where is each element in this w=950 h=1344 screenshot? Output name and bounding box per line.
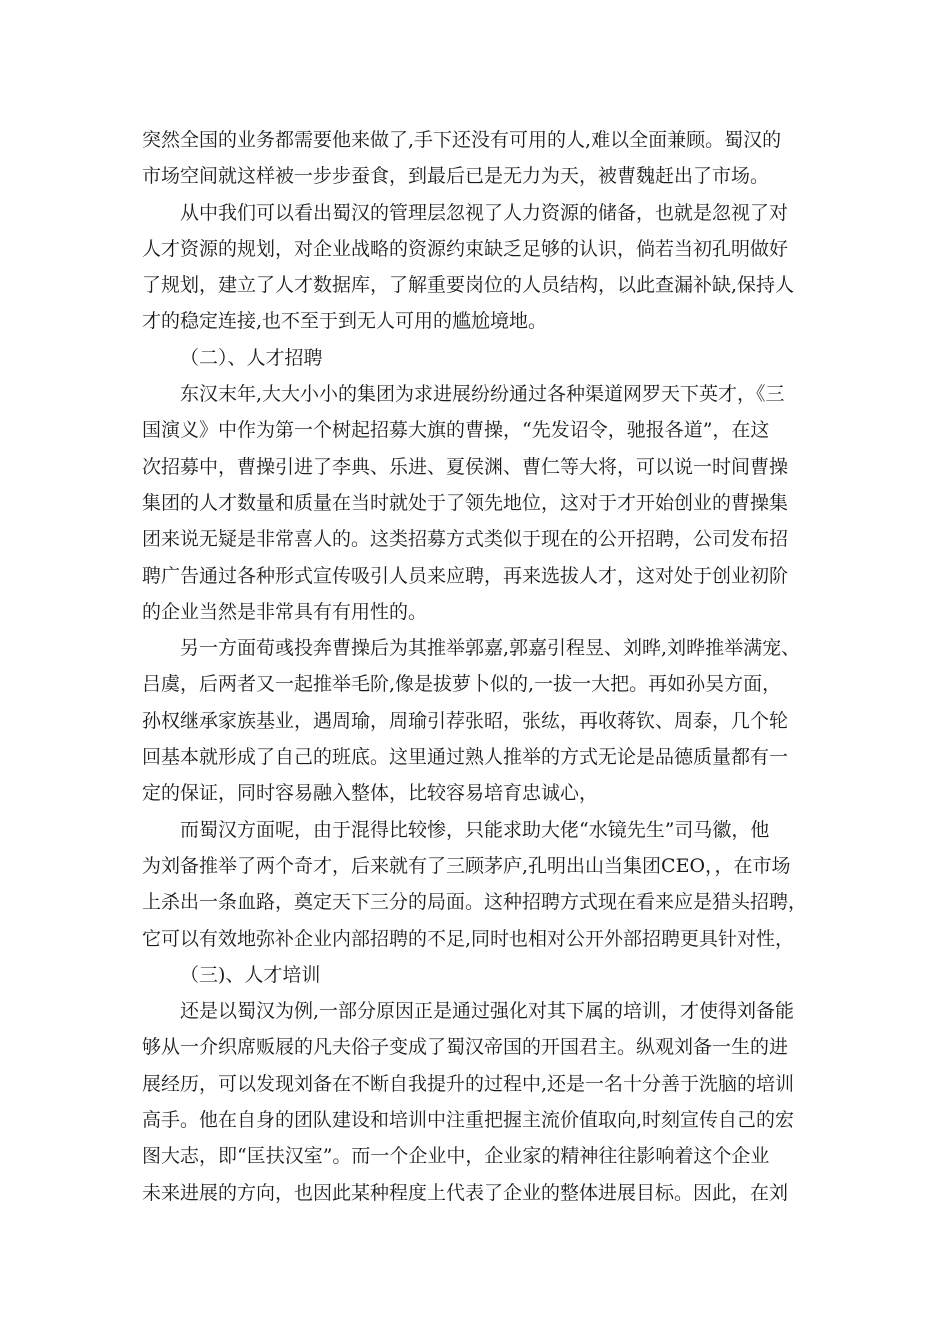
text-line: 孙权继承家族基业，遇周瑜，周瑜引荐张昭，张纮，再收蒋钦、周泰，几个轮 — [142, 709, 789, 732]
paragraph-start: 还是以蜀汉为例,一部分原因正是通过强化对其下属的培训，才使得刘备能 — [180, 1000, 795, 1023]
text-line: 图大志，即“匡扶汉室”。而一个企业中，企业家的精神往往影响着这个企业 — [142, 1145, 770, 1168]
text-line: 突然全国的业务都需要他来做了,手下还没有可用的人,难以全面兼顾。蜀汉的 — [142, 129, 782, 151]
text-line: 市场空间就这样被一步步蚕食，到最后已是无力为天，被曹魏赶出了市场。 — [142, 165, 770, 188]
text-line: 够从一介织席贩屐的凡夫俗子变成了蜀汉帝国的开国君主。纵观刘备一生的进 — [142, 1036, 789, 1059]
text-line: 团来说无疑是非常喜人的。这类招募方式类似于现在的公开招聘，公司发布招 — [142, 528, 789, 551]
document-body — [142, 122, 812, 1211]
text-line: 高手。他在自身的团队建设和培训中注重把握主流价值取向,时刻宣传自己的宏 — [142, 1109, 795, 1132]
text-line: 展经历，可以发现刘备在不断自我提升的过程中,还是一名十分善于洗脑的培训 — [142, 1072, 795, 1095]
text-line: 国演义》中作为第一个树起招募大旗的曹操，“先发诏令，驰报各道”，在这 — [142, 419, 770, 442]
text-line: 它可以有效地弥补企业内部招聘的不足,同时也相对公开外部招聘更具针对性， — [142, 927, 795, 950]
text-line: 为刘备推举了两个奇才，后来就有了三顾茅庐,孔明出山当集团CEO，，在市场 — [142, 854, 791, 877]
text-line: 集团的人才数量和质量在当时就处于了领先地位，这对于才开始创业的曹操集 — [142, 491, 789, 514]
text-line: 了规划，建立了人才数据库，了解重要岗位的人员结构，以此查漏补缺,保持人 — [142, 274, 795, 297]
text-line: 的企业当然是非常具有有用性的。 — [142, 600, 428, 623]
text-line: 上杀出一条血路，奠定天下三分的局面。这种招聘方式现在看来应是猎头招聘， — [142, 891, 808, 914]
text-line: 人才资源的规划，对企业战略的资源约束缺乏足够的认识，倘若当初孔明做好 — [142, 237, 789, 260]
paragraph-start: 从中我们可以看出蜀汉的管理层忽视了人力资源的储备，也就是忽视了对 — [180, 201, 789, 224]
text-line: 次招募中，曹操引进了李典、乐进、夏侯渊、曹仁等大将，可以说一时间曹操 — [142, 455, 789, 478]
paragraph-start: 而蜀汉方面呢，由于混得比较惨，只能求助大佬“水镜先生”司马徽，他 — [180, 818, 770, 841]
text-line: 回基本就形成了自己的班底。这里通过熟人推举的方式无论是品德质量都有一 — [142, 746, 789, 769]
paragraph-start: 另一方面荀彧投奔曹操后为其推举郭嘉,郭嘉引程昱、刘晔,刘晔推举满宠、 — [180, 637, 801, 660]
paragraph-start: 东汉末年,大大小小的集团为求进展纷纷通过各种渠道网罗天下英才，《三 — [180, 383, 785, 406]
text-line: 才的稳定连接,也不至于到无人可用的尴尬境地。 — [142, 310, 548, 333]
section-heading-training: （三)、人才培训 — [180, 963, 321, 986]
text-line: 定的保证，同时容易融入整体，比较容易培育忠诚心， — [142, 782, 599, 805]
section-heading-recruitment: （二）、人才招聘 — [180, 346, 323, 369]
text-line: 吕虞，后两者又一起推举毛阶,像是拔萝卜似的,一拔一大把。再如孙吴方面， — [142, 673, 782, 696]
text-line: 未来进展的方向，也因此某种程度上代表了企业的整体进展目标。因此，在刘 — [142, 1181, 789, 1204]
text-line: 聘广告通过各种形式宣传吸引人员来应聘，再来选拔人才，这对处于创业初阶 — [142, 564, 789, 587]
